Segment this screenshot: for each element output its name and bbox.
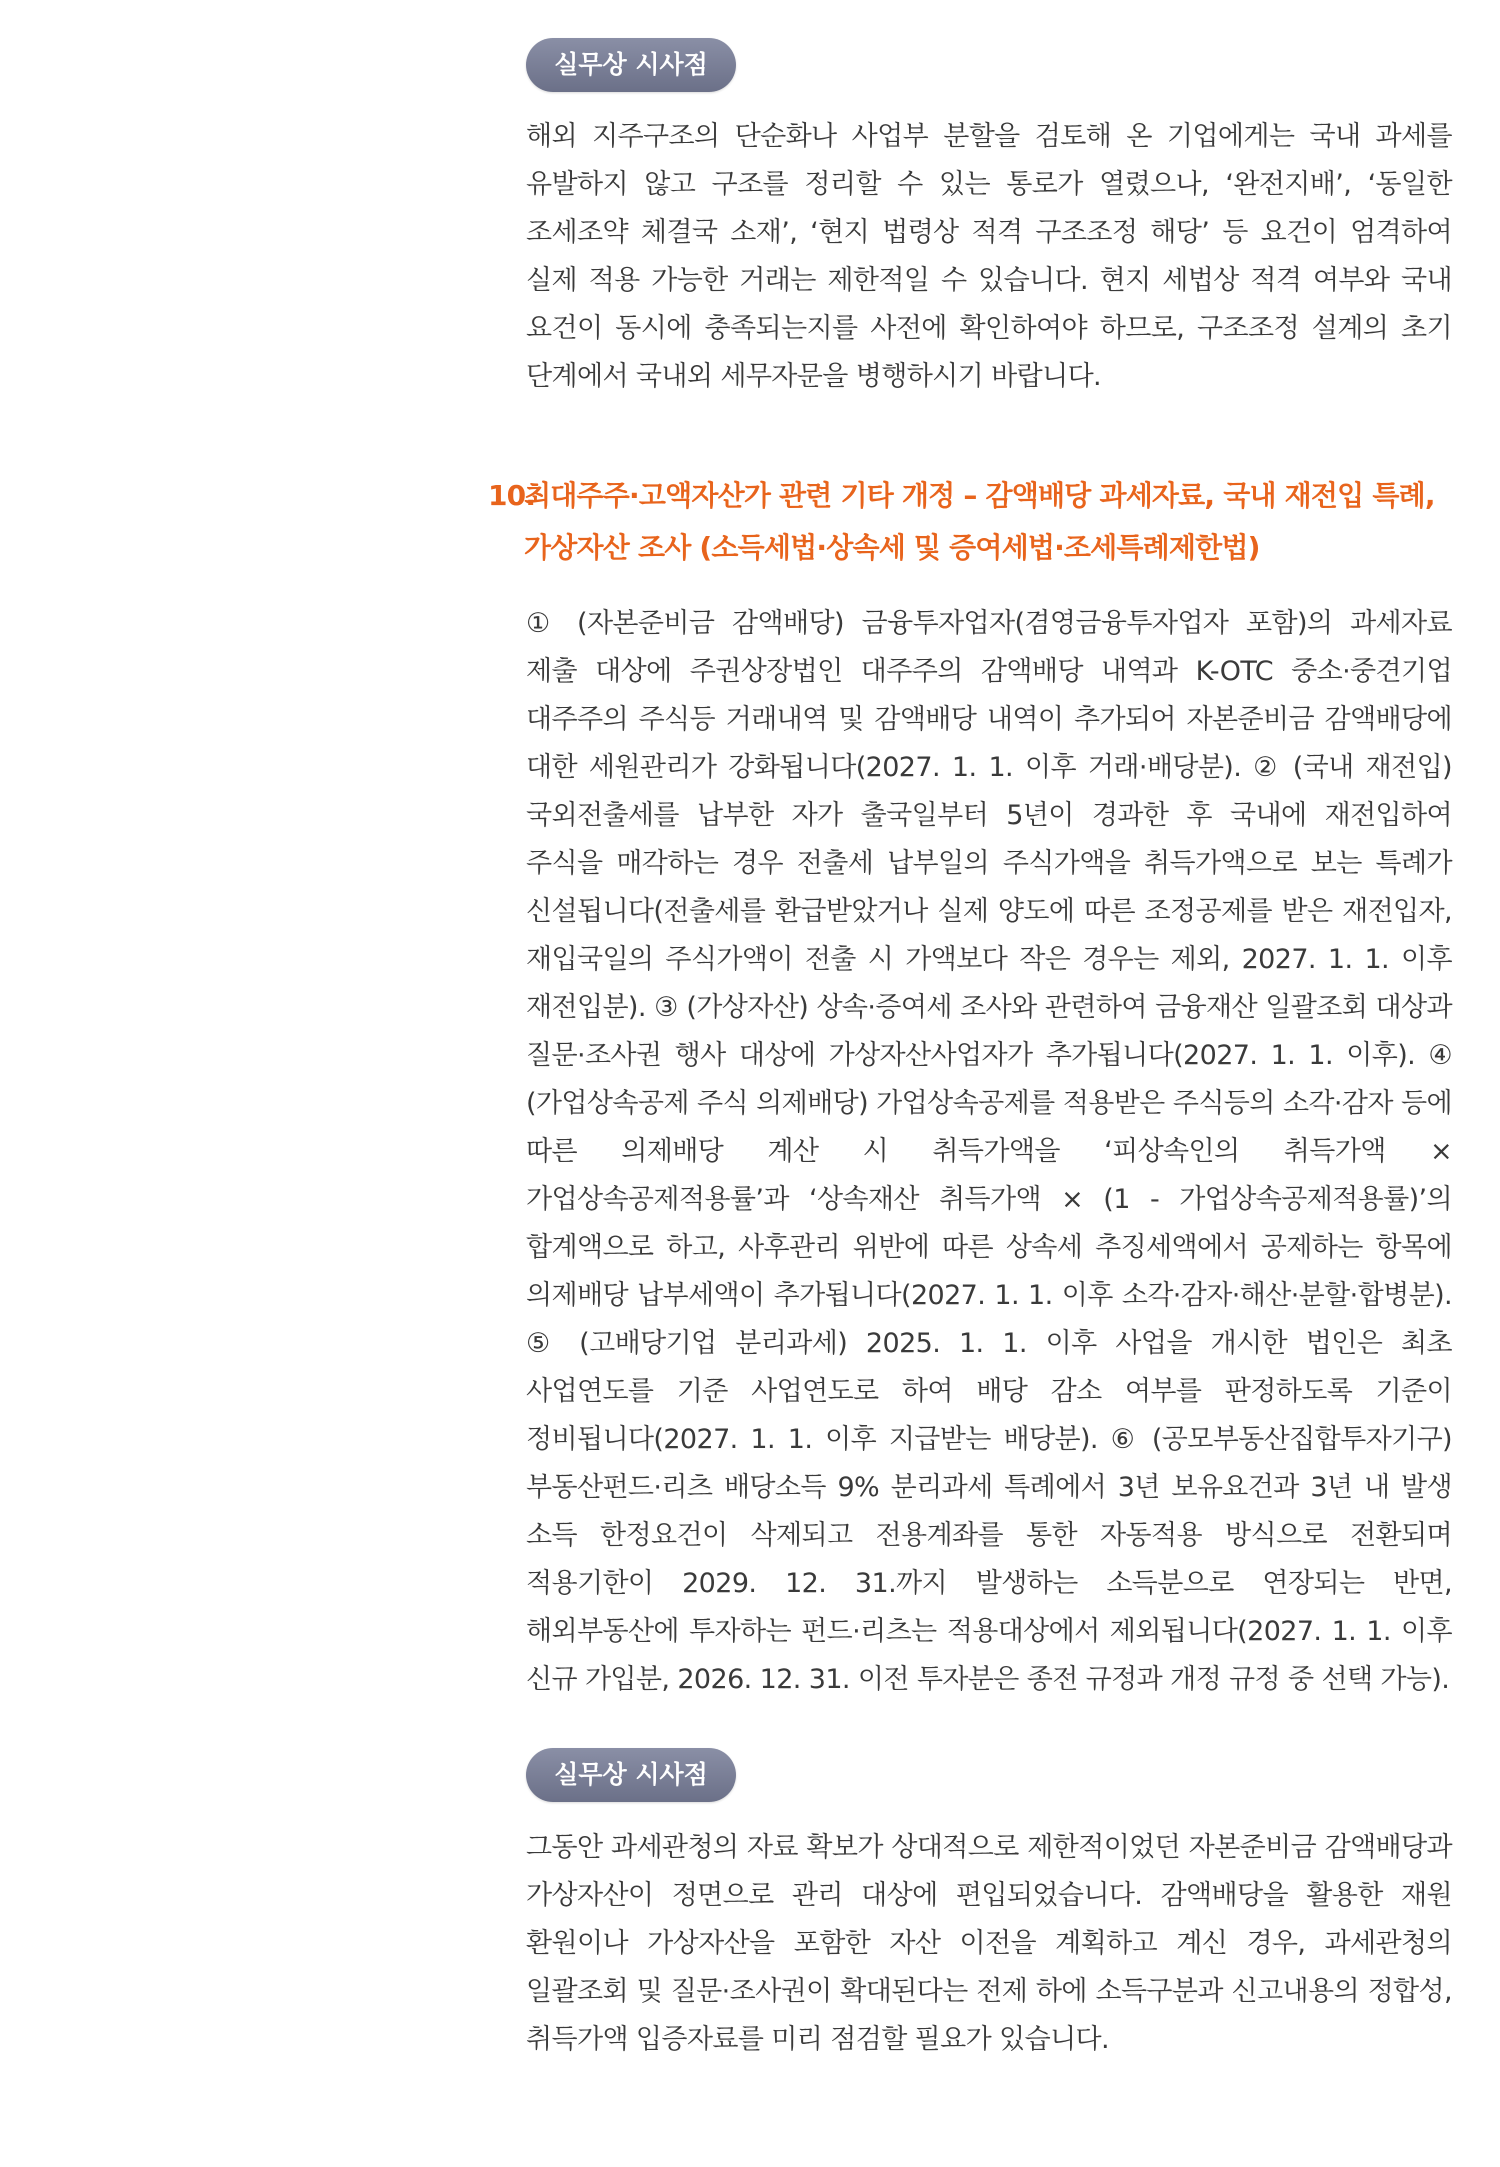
- implication-paragraph-top: 해외 지주구조의 단순화나 사업부 분할을 검토해 온 기업에게는 국내 과세를 유발하지 않고 구조를 정리할 수 있는 통로가 열렸으나, ‘완전지배’, ‘동일한 조세조약 체결국 소재’, ‘현지 법령상 적격 구조조정 해당’ 등 요건이 엄격하여 실제 적용 가능한 거래는 제한적일 수 있습니다. 현지 세법상 적격 여부와 국내 요건이 동시에 충족되는지를 사전에 확인하여야 하므로, 구조조정 설계의 초기 단계에서 국내외 세무자문을 병행하시기 바랍니다.: [526, 121, 1452, 392]
- section-10-heading: [488, 470, 1458, 574]
- implication-badge-top: 실무상 시사점: [526, 38, 736, 92]
- implication-badge-bottom: 실무상 시사점: [526, 1748, 736, 1802]
- section-10-title-line1: 최대주주·고액자산가 관련 기타 개정 – 감액배당 과세자료, 국내 재전입 특례,: [524, 479, 1435, 512]
- section-10-number: 10.: [488, 479, 536, 512]
- section-10-title-line2: 가상자산 조사 (소득세법·상속세 및 증여세법·조세특례제한법): [524, 531, 1260, 564]
- section-10-body: ① (자본준비금 감액배당) 금융투자업자(겸영금융투자업자 포함)의 과세자료 제출 대상에 주권상장법인 대주주의 감액배당 내역과 K-OTC 중소·중견기업 대주주의 주식등 거래내역 및 감액배당 내역이 추가되어 자본준비금 감액배당에 대한 세원관리가 강화됩니다(2027. 1. 1. 이후 거래·배당분). ② (국내 재전입) 국외전출세를 납부한 자가 출국일부터 5년이 경과한 후 국내에 재전입하여 주식을 매각하는 경우 전출세 납부일의 주식가액을 취득가액으로 보는 특례가 신설됩니다(전출세를 환급받았거나 실제 양도에 따른 조정공제를 받은 재전입자, 재입국일의 주식가액이 전출 시 가액보다 작은 경우는 제외, 2027. 1. 1. 이후 재전입분). ③ (가상자산) 상속·증여세 조사와 관련하여 금융재산 일괄조회 대상과 질문·조사권 행사 대상에 가상자산사업자가 추가됩니다(2027. 1. 1. 이후). ④ (가업상속공제 주식 의제배당) 가업상속공제를 적용받은 주식등의 소각·감자 등에 따른 의제배당 계산 시 취득가액을 ‘피상속인의 취득가액 × 가업상속공제적용률’과 ‘상속재산 취득가액 × (1 - 가업상속공제적용률)’의 합계액으로 하고, 사후관리 위반에 따른 상속세 추징세액에서 공제하는 항목에 의제배당 납부세액이 추가됩니다(2027. 1. 1. 이후 소각·감자·해산·분할·합병분). ⑤ (고배당기업 분리과세) 2025. 1. 1. 이후 사업을 개시한 법인은 최초 사업연도를 기준 사업연도로 하여 배당 감소 여부를 판정하도록 기준이 정비됩니다(2027. 1. 1. 이후 지급받는 배당분). ⑥ (공모부동산집합투자기구) 부동산펀드·리츠 배당소득 9% 분리과세 특례에서 3년 보유요건과 3년 내 발생 소득 한정요건이 삭제되고 전용계좌를 통한 자동적용 방식으로 전환되며 적용기한이 2029. 12. 31.까지 발생하는 소득분으로 연장되는 반면, 해외부동산에 투자하는 펀드·리츠는 적용대상에서 제외됩니다(2027. 1. 1. 이후 신규 가입분, 2026. 12. 31. 이전 투자분은 종전 규정과 개정 규정 중 선택 가능).: [526, 608, 1452, 1695]
- implication-paragraph-bottom: 그동안 과세관청의 자료 확보가 상대적으로 제한적이었던 자본준비금 감액배당과 가상자산이 정면으로 관리 대상에 편입되었습니다. 감액배당을 활용한 재원 환원이나 가상자산을 포함한 자산 이전을 계획하고 계신 경우, 과세관청의 일괄조회 및 질문·조사권이 확대된다는 전제 하에 소득구분과 신고내용의 정합성, 취득가액 입증자료를 미리 점검할 필요가 있습니다.: [526, 1832, 1452, 2055]
